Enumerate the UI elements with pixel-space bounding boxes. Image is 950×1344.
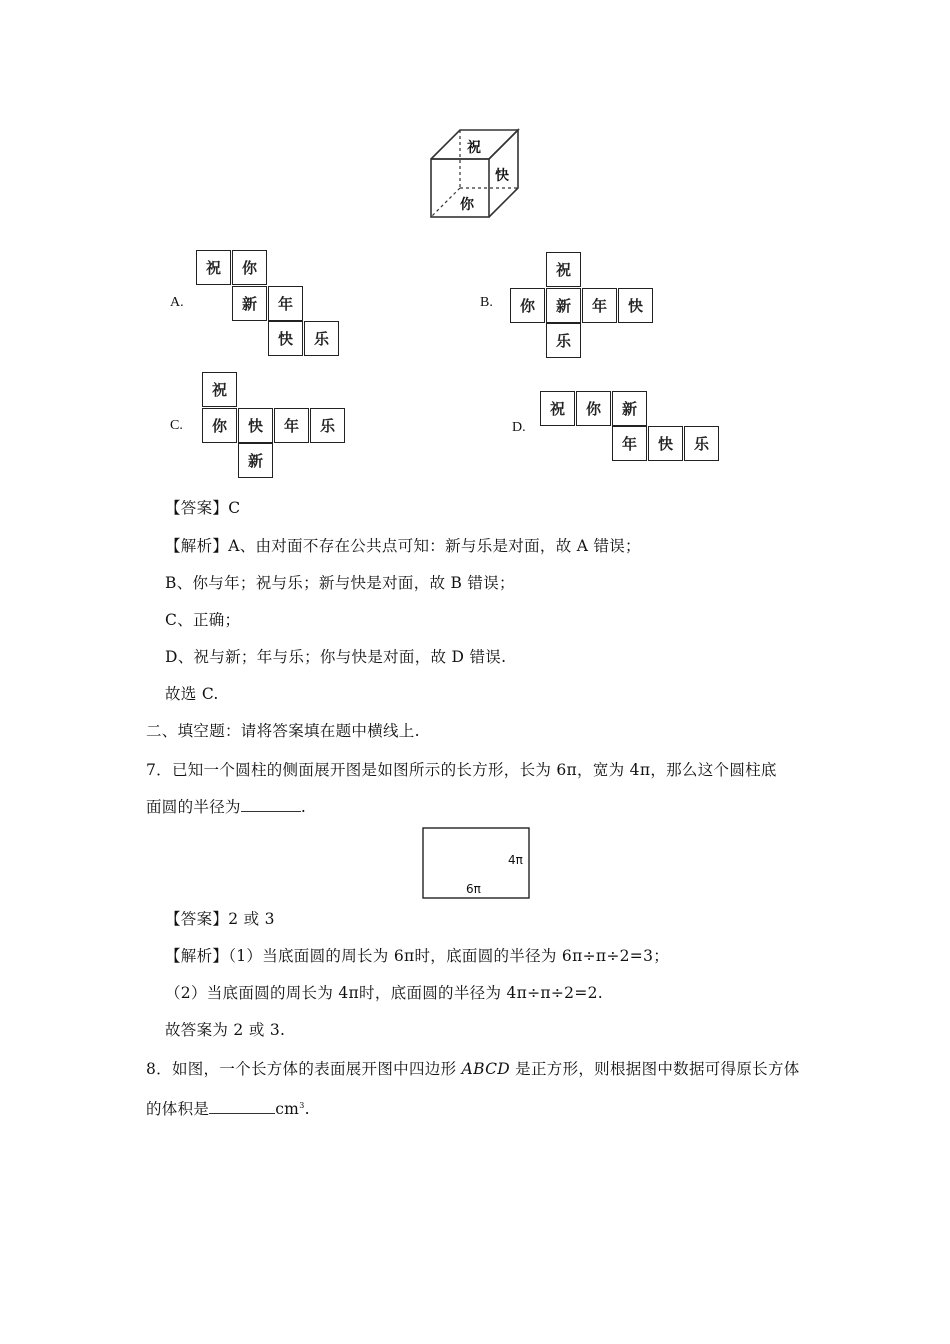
net-cell: 新 xyxy=(232,286,267,321)
q8-square-name: ABCD xyxy=(461,1060,510,1078)
net-cell: 你 xyxy=(576,391,611,426)
net-cell: 乐 xyxy=(546,323,581,358)
net-cell: 年 xyxy=(274,408,309,443)
net-cell: 快 xyxy=(268,321,303,356)
net-cell: 祝 xyxy=(202,372,237,407)
net-cell: 快 xyxy=(648,426,683,461)
net-cell: 祝 xyxy=(546,252,581,287)
q8-line2-prefix: 的体积是 xyxy=(146,1100,210,1119)
q7-width-label: 6π xyxy=(466,882,481,896)
q8-line1-prefix: 8．如图，一个长方体的表面展开图中四边形 xyxy=(146,1060,462,1078)
q6-analysis-1: 【解析】A、由对面不存在公共点可知：新与乐是对面，故 A 错误； xyxy=(165,537,641,555)
q7-question-line2 xyxy=(146,797,306,817)
q8-unit-exponent: 3 xyxy=(299,1101,305,1110)
net-cell: 新 xyxy=(612,391,647,426)
net-cell: 年 xyxy=(582,288,617,323)
net-cell: 新 xyxy=(546,288,581,323)
cube-front-label: 你 xyxy=(460,197,474,213)
net-cell: 年 xyxy=(268,286,303,321)
net-cell: 乐 xyxy=(684,426,719,461)
option-b-label: B. xyxy=(480,295,493,310)
q8-answer-blank[interactable] xyxy=(209,1113,275,1114)
net-cell: 年 xyxy=(612,426,647,461)
cube-top-label: 祝 xyxy=(467,140,481,156)
net-cell: 新 xyxy=(238,443,273,478)
q7-rectangle-figure xyxy=(422,827,530,899)
q7-answer-blank[interactable] xyxy=(241,811,301,812)
option-a-label: A. xyxy=(170,295,184,310)
section-title: 二、填空题：请将答案填在题中横线上. xyxy=(146,722,420,740)
q8-unit: cm xyxy=(275,1100,300,1119)
q8-question-line2 xyxy=(146,1096,310,1119)
cube-drawing xyxy=(420,120,530,225)
q6-analysis-3: C、正确； xyxy=(165,611,241,629)
net-cell: 乐 xyxy=(310,408,345,443)
net-cell: 祝 xyxy=(540,391,575,426)
net-cell: 快 xyxy=(238,408,273,443)
q7-analysis-2: （2）当底面圆的周长为 4π时，底面圆的半径为 4π÷π÷2=2. xyxy=(165,984,604,1002)
q7-analysis-1: 【解析】（1）当底面圆的周长为 6π时，底面圆的半径为 6π÷π÷2=3； xyxy=(165,947,670,965)
net-cell: 你 xyxy=(510,288,545,323)
cube-right-label: 快 xyxy=(495,168,509,184)
net-cell: 你 xyxy=(202,408,237,443)
q7-line2-suffix: . xyxy=(300,798,307,816)
q6-analysis-4: D、祝与新；年与乐；你与快是对面，故 D 错误. xyxy=(165,648,507,666)
q6-conclusion: 故选 C. xyxy=(165,685,219,703)
q6-answer: 【答案】C xyxy=(165,499,241,517)
q7-line2-prefix: 面圆的半径为 xyxy=(146,798,241,816)
net-cell: 快 xyxy=(618,288,653,323)
option-c-label: C. xyxy=(170,418,183,433)
option-d-label: D. xyxy=(512,420,526,435)
q7-height-label: 4π xyxy=(508,853,523,867)
q6-analysis-2: B、你与年；祝与乐；新与快是对面，故 B 错误； xyxy=(165,574,515,592)
cube-figure xyxy=(420,120,530,225)
q8-line2-suffix: . xyxy=(304,1100,310,1119)
q7-question-line1: 7．已知一个圆柱的侧面展开图是如图所示的长方形，长为 6π，宽为 4π，那么这个圆柱底 xyxy=(146,761,777,779)
net-cell: 祝 xyxy=(196,250,231,285)
net-cell: 你 xyxy=(232,250,267,285)
q7-answer: 【答案】2 或 3 xyxy=(165,910,275,928)
net-cell: 乐 xyxy=(304,321,339,356)
q8-line1-suffix: 是正方形，则根据图中数据可得原长方体 xyxy=(509,1060,800,1078)
q7-conclusion: 故答案为 2 或 3. xyxy=(165,1021,286,1039)
q8-question-line1 xyxy=(146,1059,800,1079)
